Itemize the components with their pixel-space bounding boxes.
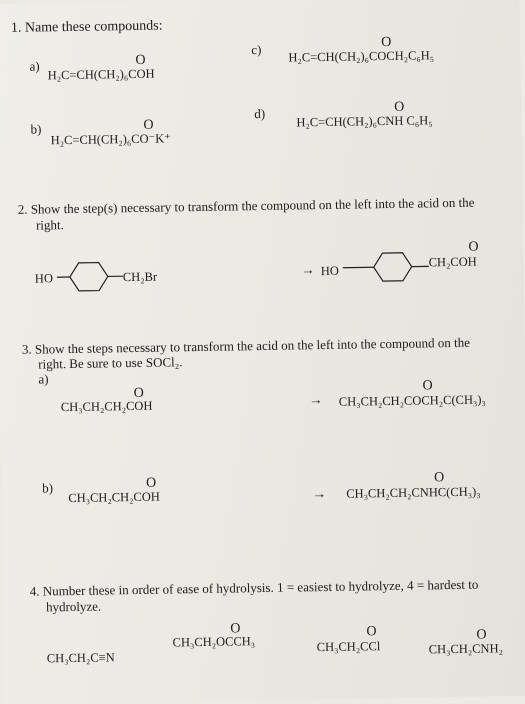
q3-a-label: a) xyxy=(38,371,48,386)
q3-instruction-line2: right. Be sure to use SOCl₂. xyxy=(38,354,182,371)
q4-instruction-line1: 4. Number these in order of ease of hydrolysis. 1 = easiest to hydrolyze, 4 = hardest to xyxy=(30,577,479,599)
q4-compound-nitrile: CH₃CH₂C≡N xyxy=(47,650,115,666)
q2-instruction-line2: right. xyxy=(36,217,64,232)
q4-compound-acid-chloride: CH₃CH₂CCl xyxy=(317,639,381,655)
carbonyl-oxygen: O xyxy=(381,35,391,50)
q2-left-bromomethyl: CH₂Br xyxy=(123,270,157,286)
q3-a-arrow: → xyxy=(309,393,323,408)
carbonyl-oxygen: O xyxy=(468,240,478,255)
q1-c-label: c) xyxy=(251,42,261,57)
q1-a-label: a) xyxy=(29,58,39,73)
q2-reaction-arrow: → xyxy=(301,263,315,278)
q1-b-label: b) xyxy=(30,121,41,136)
carbonyl-oxygen: O xyxy=(230,621,240,636)
q1-d-label: d) xyxy=(254,106,265,121)
q3-b-label: b) xyxy=(42,480,53,495)
q3-instruction-line1: 3. Show the steps necessary to transform the acid on the left into the compound on the xyxy=(22,335,470,357)
carbonyl-oxygen: O xyxy=(135,53,145,68)
carbonyl-oxygen: O xyxy=(146,476,156,491)
q1-d-formula: H₂C=CH(CH₂)₆CNH C₆H₅ xyxy=(296,113,432,130)
carbonyl-oxygen: O xyxy=(422,378,432,393)
q1-b-formula: H₂C=CH(CH₂)₆CO⁻K⁺ xyxy=(51,131,171,148)
q4-compound-amide: CH₃CH₂CNH₂ xyxy=(429,641,503,657)
carbonyl-oxygen: O xyxy=(143,118,153,133)
q3-a-product: CH₃CH₂CH₂COCH₂C(CH₃)₃ xyxy=(339,392,486,409)
carbonyl-oxygen: O xyxy=(394,100,404,115)
q3-a-reactant: CH₃CH₂CH₂COH xyxy=(61,399,153,415)
q3-b-arrow: → xyxy=(312,487,326,502)
benzene-ring-left xyxy=(57,258,126,295)
q1-title: 1. Name these compounds: xyxy=(11,19,163,36)
q1-c-formula: H₂C=CH(CH₂)₆COCH₂C₆H₅ xyxy=(288,48,434,65)
carbonyl-oxygen: O xyxy=(434,470,444,485)
q4-instruction-line2: hydrolyze. xyxy=(46,599,101,615)
q2-left-hydroxyl: HO xyxy=(35,271,53,286)
q3-b-reactant: CH₃CH₂CH₂COH xyxy=(68,490,160,506)
q4-compound-ester: CH₃CH₂OCCH₃ xyxy=(172,634,255,650)
q2-instruction-line1: 2. Show the step(s) necessary to transform the compound on the left into the acid on the xyxy=(18,195,475,217)
benzene-ring-right xyxy=(342,247,433,286)
q2-right-hydroxyl: HO xyxy=(321,264,339,279)
q1-a-formula: H₂C=CH(CH₂)₆COH xyxy=(48,67,155,84)
carbonyl-oxygen: O xyxy=(476,628,486,643)
q3-b-product: CH₃CH₂CH₂CNHC(CH₃)₃ xyxy=(346,485,481,502)
carbonyl-oxygen: O xyxy=(366,624,376,639)
carbonyl-oxygen: O xyxy=(134,386,144,401)
q2-right-acetic-acid: CH₂COH xyxy=(429,255,477,271)
